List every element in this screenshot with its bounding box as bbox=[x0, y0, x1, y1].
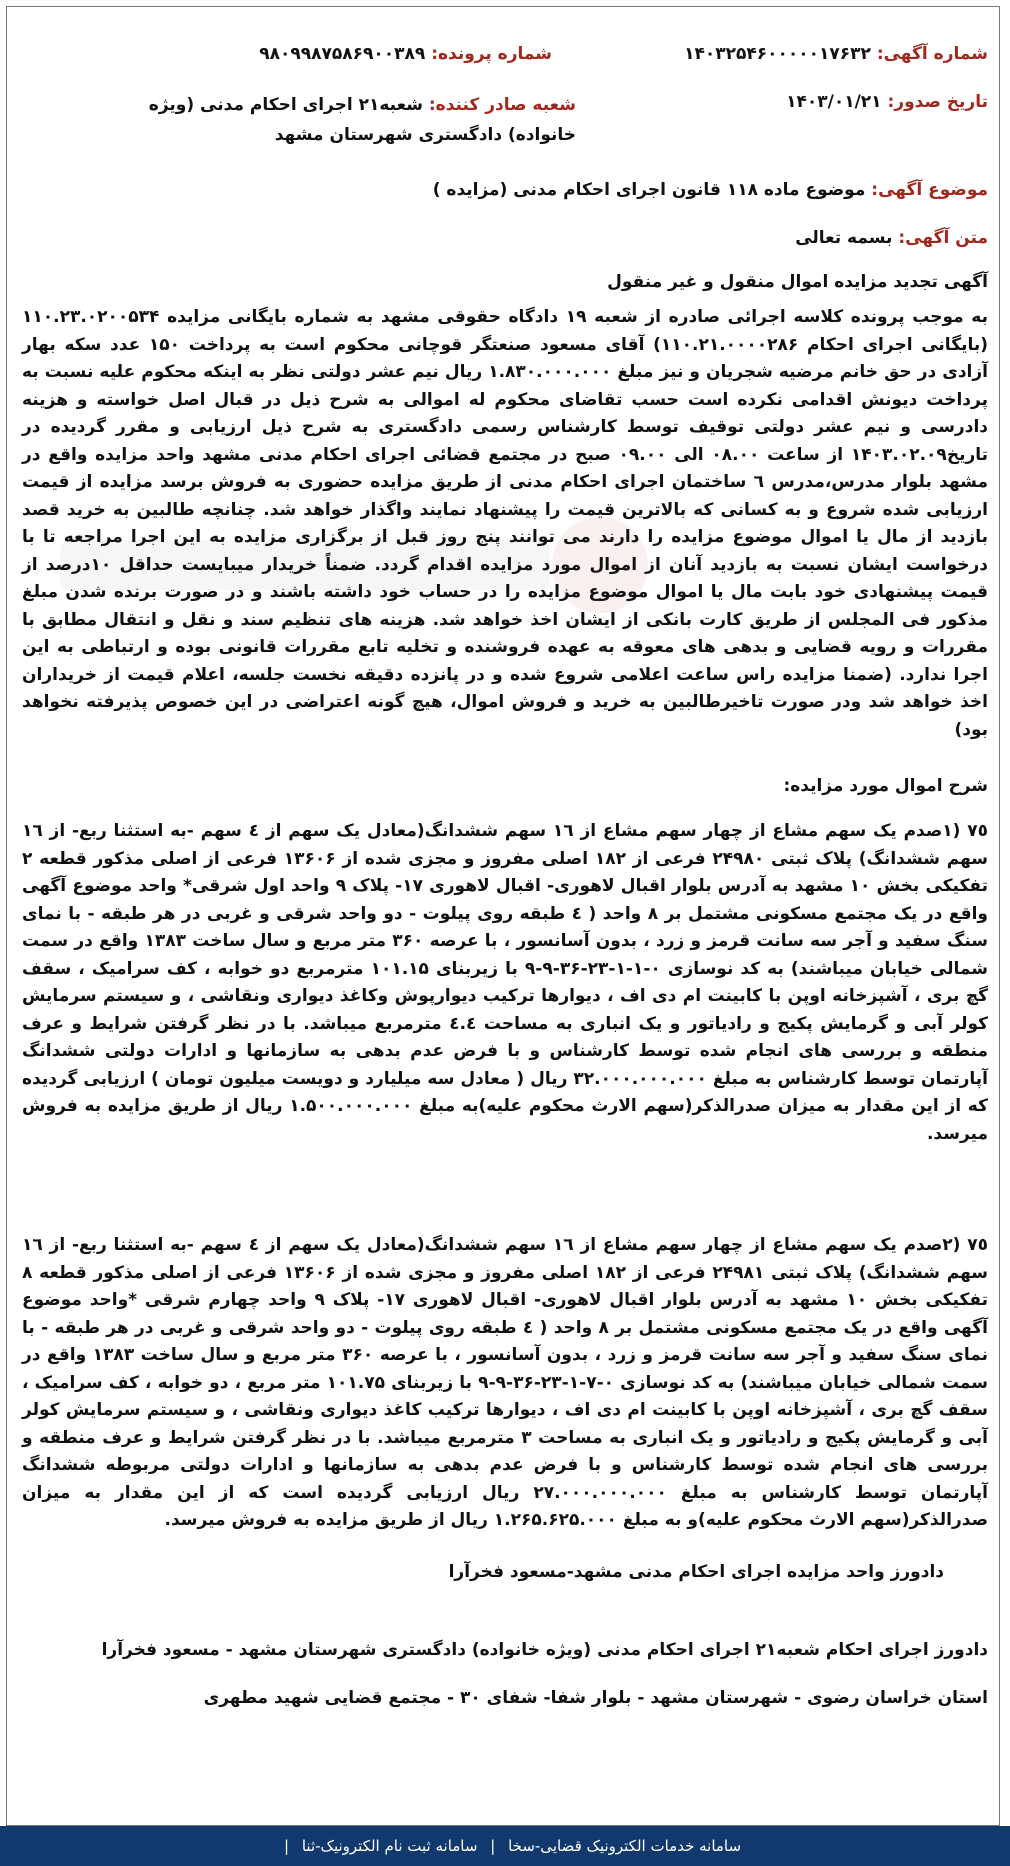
ad-text-label: متن آگهی: bbox=[898, 228, 988, 248]
issuer-value: شعبه۲۱ اجرای احکام مدنی (ویژه خانواده) دادگستری شهرستان مشهد bbox=[148, 95, 576, 145]
case-number bbox=[259, 44, 552, 64]
footer-link-sana[interactable]: سامانه ثبت نام الکترونیک-ثنا bbox=[301, 1837, 478, 1855]
court-address: استان خراسان رضوی - شهرستان مشهد - بلوار شفا- شفای ۳۰ - مجتمع قضایی شهید مطهری bbox=[203, 1688, 988, 1708]
issue-date-label: تاریخ صدور: bbox=[887, 92, 988, 112]
issue-date bbox=[786, 92, 988, 112]
subject bbox=[433, 180, 988, 200]
main-paragraph: به موجب پرونده کلاسه اجرائی صادره از شعبه ۱۹ دادگاه حقوقی مشهد به شماره بایگانی مزایده ۱۱۰.۲۳.۰۲۰۰۵۳۴ (بایگانی اجرای احکام ۱۱۰.۲۱.۰۰۰۰۲۸۶) آقای مسعود صنعتگر قوچانی محکوم است به پرداخت ۱۵۰ عدد سکه بهار آزادی در حق خانم مرضیه شجریان و نیز مبلغ ۱.۸۳۰.۰۰۰.۰۰۰ ریال نیم عشر دولتی نظر به اینکه محکوم علیه نسبت به پرداخت دیونش اقدامی نکرده است حسب تقاضای محکوم له اموالی به شرح ذیل در قبال اصل خواسته و هزینه دادرسی و نیم عشر دولتی توقیف توسط کارشناس رسمی دادگستری به شرح ذیل ارزیابی و مقرر گردیده در تاریخ۱۴۰۳.۰۲.۰۹ از ساعت ۰۸.۰۰ الی ۰۹.۰۰ صبح در مجتمع قضائی اجرای احکام مدنی مشهد واحد مزایده واقع در مشهد بلوار مدرس،مدرس ٦ ساختمان اجرای احکام مدنی از طریق مزایده حضوری به فروش برسد مزایده از قیمت ارزیابی شده شروع و به کسانی که بالاترین قیمت را پیشنهاد نمایند واگذار خواهد شد. چنانچه طالبین به خرید قصد بازدید از مال یا اموال موضوع مزایده را دارند می توانند پنج روز قبل از برگزاری مزایده به این اجرا مراجعه تا با درخواست ایشان نسبت به بازدید آنان از اموال مورد مزایده اقدام گردد. ضمناً خریدار میبایست حداقل ۱۰درصد از قیمت پیشنهادی خود بابت مال یا اموال موضوع مزایده را در حساب خود داشته باشند و در صورت برنده شدن مبلغ مذکور فی المجلس از طریق کارت بانکی از ایشان اخذ خواهد شد. هزینه های تنظیم سند و نقل و انتقال مطابق با مقررات و رویه قضایی و بدهی های معوقه به عهده فروشنده و تخلیه تابع مقررات قانونی بوده و ارتباطی به این اجرا ندارد. (ضمنا مزایده راس ساعت اعلامی شروع شده و در پانزده دقیقه نخست جلسه، اعلام قیمت از خریداران اخذ خواهد شد ودر صورت تاخیرطالبین به خرید و فروش اموال، هیچ گونه اعتراضی در این خصوص پذیرفته نخواهد بود) bbox=[22, 307, 989, 740]
case-number-label: شماره پرونده: bbox=[431, 44, 552, 64]
footer-separator: | bbox=[490, 1837, 496, 1855]
subject-value: موضوع ماده ۱۱۸ قانون اجرای احکام مدنی (مزایده ) bbox=[432, 180, 866, 200]
signature-branch: دادورز اجرای احکام شعبه۲۱ اجرای احکام مدنی (ویژه خانواده) دادگستری شهرستان مشهد - مسعود فخرآرا bbox=[101, 1640, 988, 1660]
footer-separator-end: | bbox=[284, 1837, 290, 1855]
footer-bar bbox=[0, 1826, 1010, 1866]
case-number-value: ۹۸۰۹۹۸۷۵۸۶۹۰۰۳۸۹ bbox=[259, 44, 426, 64]
item-1-block bbox=[22, 818, 988, 1148]
auction-item-2: ٧٥ (۲صدم یک سهم مشاع از چهار سهم مشاع از ١٦ سهم ششدانگ(معادل یک سهم از ٤ سهم -به استثنا ربع- از ١٦ سهم ششدانگ) پلاک ثبتی ۲۴۹۸۱ فرعی از ۱۸۲ اصلی مفروز و مجزی شده از ۱۳۶۰۶ فرعی از اصلی مذکور قطعه ۸ تفکیکی بخش ۱۰ مشهد به آدرس بلوار اقبال لاهوری- اقبال لاهوری ۱۷- پلاک ۹ واحد چهارم شرقی *واحد موضوع آگهی واقع در یک مجتمع مسکونی مشتمل بر ۸ واحد ( ٤ طبقه روی پیلوت - دو واحد شرقی و غربی در هر طبقه - با نمای سنگ سفید و آجر سه سانت قرمز و زرد ، بدون آسانسور ، با عرصه ۳۶۰ متر مربع و سال ساخت ۱۳۸۳ واقع در سمت شمالی خیابان میباشند) به کد نوسازی ۰-۷-۱-۲۳-۳۶-۹-۹ با زیربنای ۱۰۱.۷۵ متر مربع ، دو خوابه ، کف سرامیک ، سقف گچ بری ، آشپزخانه اوپن با کابینت ام دی اف ، دیوارها ترکیب کاغذ دیواری ونقاشی ، و سیستم سرمایش کولر آبی و گرمایش پکیج و رادیاتور و یک انباری به مساحت ۳ مترمربع میباشد. با در نظر گرفتن شرایط و عرف منطقه و بررسی های انجام شده توسط کارشناس و با فرض عدم بدهی به سازمانها و ادارات دولتی مربوطه ششدانگ آپارتمان توسط کارشناس به مبلغ ۲۷.۰۰۰.۰۰۰.۰۰۰ ریال ارزیابی گردیده است که از این مقدار به میزان صدرالذکر(سهم الارث محکوم علیه)و به مبلغ ۱.۲۶۵.۶۲۵.۰۰۰ ریال از طریق مزایده به فروش میرسد. bbox=[22, 1235, 989, 1530]
ad-title: آگهی تجدید مزایده اموال منقول و غیر منقول bbox=[607, 272, 988, 292]
ad-number-label: شماره آگهی: bbox=[876, 44, 988, 64]
issuer bbox=[96, 90, 576, 150]
main-paragraph-block bbox=[22, 304, 988, 744]
ad-number-value: ۱۴۰۳۲۵۴۶۰۰۰۰۰۱۷۶۳۲ bbox=[684, 44, 871, 64]
footer-link-sakha[interactable]: سامانه خدمات الکترونیک قضایی-سخا bbox=[508, 1837, 742, 1855]
ad-text-intro: بسمه تعالی bbox=[795, 228, 893, 248]
items-heading: شرح اموال مورد مزایده: bbox=[783, 776, 988, 796]
signature-auction-unit: دادورز واحد مزایده اجرای احکام مدنی مشهد-مسعود فخرآرا bbox=[448, 1562, 944, 1582]
ad-number bbox=[684, 44, 988, 64]
issue-date-value: ۱۴۰۳/۰۱/۲۱ bbox=[786, 92, 882, 112]
subject-label: موضوع آگهی: bbox=[871, 180, 988, 200]
auction-item-1: ٧٥ (۱صدم یک سهم مشاع از چهار سهم مشاع از ١٦ سهم ششدانگ(معادل یک سهم از ٤ سهم -به استثنا ربع- از ١٦ سهم ششدانگ) پلاک ثبتی ۲۴۹۸۰ فرعی از ۱۸۲ اصلی مفروز و مجزی شده از ۱۳۶۰۶ فرعی از اصلی مذکور قطعه ۲ تفکیکی بخش ۱۰ مشهد به آدرس بلوار اقبال لاهوری- اقبال لاهوری ۱۷- پلاک ۹ واحد اول شرقی* واحد موضوع آگهی واقع در یک مجتمع مسکونی مشتمل بر ۸ واحد ( ٤ طبقه روی پیلوت - دو واحد شرقی و غربی در هر طبقه - با نمای سنگ سفید و آجر سه سانت قرمز و زرد ، بدون آسانسور ، با عرصه ۳۶۰ متر مربع و سال ساخت ۱۳۸۳ واقع در سمت شمالی خیابان میباشند) به کد نوسازی ۰-۱-۱-۲۳-۳۶-۹-۹ با زیربنای ۱۰۱.۱۵ مترمربع دو خوابه ، کف سرامیک ، سقف گچ بری ، آشپزخانه اوپن با کابینت ام دی اف ، دیوارها ترکیب دیوارپوش وکاغذ دیواری ونقاشی ، و سیستم سرمایش کولر آبی و گرمایش پکیج و رادیاتور و یک انباری به مساحت ٤.٤ مترمربع میباشد. با در نظر گرفتن شرایط و عرف منطقه و بررسی های انجام شده توسط کارشناس و با فرض عدم بدهی به سازمانها و ادارات دولتی ششدانگ آپارتمان توسط کارشناس به مبلغ ۳۲.۰۰۰.۰۰۰.۰۰۰ ریال ( معادل سه میلیارد و دویست میلیون تومان ) ارزیابی گردیده که از این مقدار به میزان صدرالذکر(سهم الارث محکوم علیه)به مبلغ ۱.۵۰۰.۰۰۰.۰۰۰ ریال از طریق مزایده به فروش میرسد. bbox=[22, 821, 989, 1144]
footer-links bbox=[276, 1837, 741, 1855]
issuer-label: شعبه صادر کننده: bbox=[428, 95, 576, 115]
item-2-block bbox=[22, 1232, 988, 1535]
ad-text bbox=[795, 228, 988, 248]
